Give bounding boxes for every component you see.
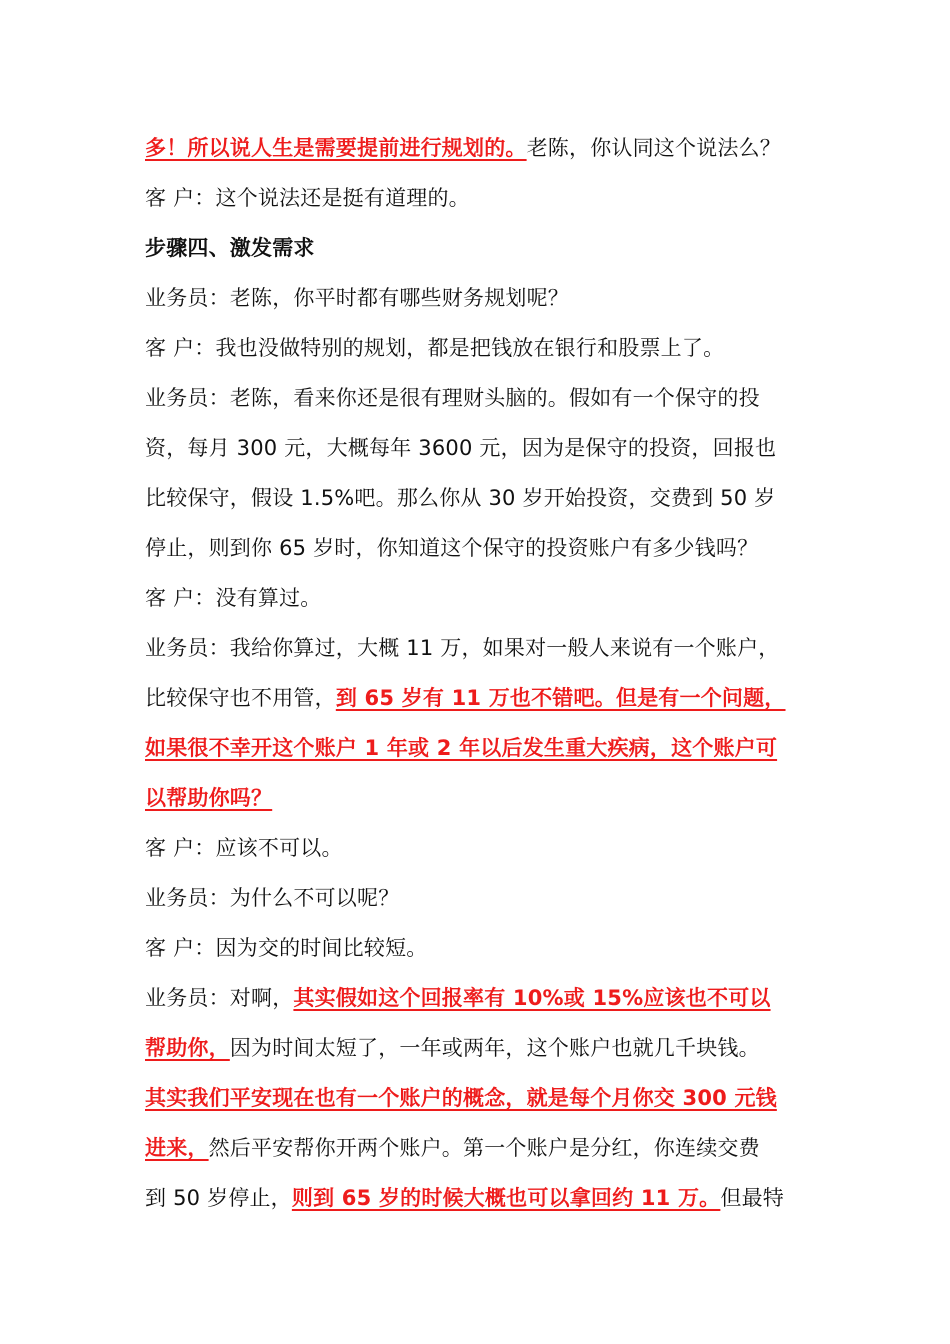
heading-text: 步骤四、激发需求 — [145, 236, 315, 260]
text-line-7 — [145, 423, 817, 473]
body-text: 业务员：为什么不可以呢？ — [145, 886, 400, 910]
body-text: 业务员：对啊， — [145, 986, 294, 1010]
text-line-5 — [145, 323, 817, 373]
body-text: 客 户：我也没做特别的规划，都是把钱放在银行和股票上了。 — [145, 336, 725, 360]
body-text: 比较保守也不用管， — [145, 686, 336, 710]
text-line-18 — [145, 973, 817, 1023]
text-line-4 — [145, 273, 817, 323]
body-text: 业务员：老陈，你平时都有哪些财务规划呢？ — [145, 286, 569, 310]
highlight-text: 进来， — [145, 1136, 209, 1160]
highlight-text: 其实我们平安现在也有一个账户的概念，就是每个月你交 300 元钱 — [145, 1086, 777, 1110]
highlight-text: 以帮助你吗？ — [145, 786, 273, 810]
text-line-16 — [145, 873, 817, 923]
body-text: 资，每月 300 元，大概每年 3600 元，因为是保守的投资，回报也 — [145, 436, 777, 460]
body-text: 客 户：这个说法还是挺有道理的。 — [145, 186, 470, 210]
body-text: 停止，则到你 65 岁时，你知道这个保守的投资账户有多少钱吗？ — [145, 536, 759, 560]
text-line-13 — [145, 723, 817, 773]
document-page — [145, 123, 817, 1223]
highlight-text: 其实假如这个回报率有 10%或 15%应该也不可以 — [293, 986, 771, 1010]
body-text: 然后平安帮你开两个账户。第一个账户是分红，你连续交费 — [208, 1136, 760, 1160]
text-line-9 — [145, 523, 817, 573]
body-text: 比较保守，假设 1.5%吧。那么你从 30 岁开始投资，交费到 50 岁 — [145, 486, 776, 510]
highlight-text: 帮助你， — [145, 1036, 230, 1060]
text-line-15 — [145, 823, 817, 873]
body-text: 但最特 — [720, 1186, 784, 1210]
text-line-6 — [145, 373, 817, 423]
highlight-text: 多！所以说人生是需要提前进行规划的。 — [145, 136, 527, 160]
highlight-text: 则到 65 岁的时候大概也可以拿回约 11 万。 — [291, 1186, 721, 1210]
body-text: 客 户：因为交的时间比较短。 — [145, 936, 428, 960]
body-text: 客 户：没有算过。 — [145, 586, 322, 610]
text-line-12 — [145, 673, 817, 723]
text-line-14 — [145, 773, 817, 823]
body-text: 业务员：老陈，看来你还是很有理财头脑的。假如有一个保守的投 — [145, 386, 760, 410]
text-line-1 — [145, 123, 817, 173]
body-text: 业务员：我给你算过，大概 11 万，如果对一般人来说有一个账户， — [145, 636, 780, 660]
body-text: 因为时间太短了，一年或两年，这个账户也就几千块钱。 — [229, 1036, 760, 1060]
highlight-text: 如果很不幸开这个账户 1 年或 2 年以后发生重大疾病，这个账户可 — [145, 736, 778, 760]
text-line-20 — [145, 1073, 817, 1123]
text-line-17 — [145, 923, 817, 973]
text-line-21 — [145, 1123, 817, 1173]
text-line-10 — [145, 573, 817, 623]
text-line-2 — [145, 173, 817, 223]
text-line-22 — [145, 1173, 817, 1223]
body-text: 老陈，你认同这个说法么？ — [526, 136, 782, 160]
body-text: 客 户：应该不可以。 — [145, 836, 343, 860]
text-line-19 — [145, 1023, 817, 1073]
body-text: 到 50 岁停止， — [145, 1186, 292, 1210]
section-heading — [145, 223, 817, 273]
highlight-text: 到 65 岁有 11 万也不错吧。但是有一个问题， — [335, 686, 786, 710]
text-line-8 — [145, 473, 817, 523]
text-line-11 — [145, 623, 817, 673]
